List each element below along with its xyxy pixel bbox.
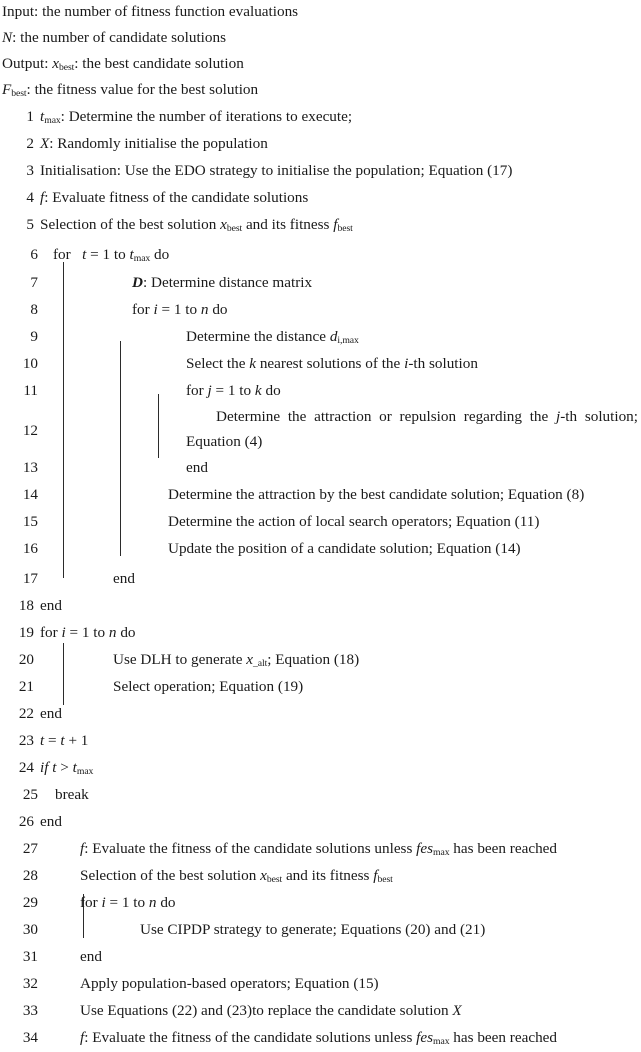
step-number-9: 9 <box>30 328 38 345</box>
step-text-34: f: Evaluate the fitness of the candidate solutions unless fes$_{max}$ has been reached <box>80 1029 557 1048</box>
step-number-29: 29 <box>22 894 38 911</box>
step-number-4: 4 <box>26 189 34 206</box>
step-text-9: Determine the distance $d_{i,max}$ <box>186 328 359 347</box>
step-text-19: for i = 1 to n do <box>40 624 136 641</box>
step-number-6: 6 <box>30 246 38 263</box>
step-number-1: 1 <box>26 108 34 125</box>
step-number-19: 19 <box>18 624 34 641</box>
step-number-24: 24 <box>18 759 34 776</box>
header-line-n: N: the number of candidate solutions <box>2 29 226 46</box>
step-text-6: for t = 1 to $t_{max}$ do <box>53 246 170 265</box>
header-line-output: Output: $x_{best}$: the best candidate solution <box>2 55 244 74</box>
step-number-13: 13 <box>22 459 38 476</box>
step-text-32: Apply population-based operators; Equation (15) <box>80 975 379 992</box>
step-text-21: Select operation; Equation (19) <box>113 678 304 695</box>
indent-guide-level-1 <box>63 262 64 578</box>
step-text-14: Determine the attraction by the best candidate solution; Equation (8) <box>168 486 585 503</box>
step-number-32: 32 <box>22 975 38 992</box>
step-number-27: 27 <box>22 840 38 857</box>
step-number-5: 5 <box>26 216 34 233</box>
step-number-25: 25 <box>22 786 38 803</box>
header-line-fbest: $F_{best}$: the fitness value for the best solution <box>2 81 259 100</box>
step-number-3: 3 <box>26 162 34 179</box>
step-text-8: for i = 1 to n do <box>132 301 228 318</box>
step-number-7: 7 <box>30 274 38 291</box>
step-text-23: t = t + 1 <box>40 732 89 749</box>
step-number-20: 20 <box>18 651 34 668</box>
step-text-11: for j = 1 to k do <box>186 382 281 399</box>
step-text-18: end <box>40 597 62 614</box>
step-text-22: end <box>40 705 62 722</box>
step-number-16: 16 <box>22 540 38 557</box>
step-number-18: 18 <box>18 597 34 614</box>
step-number-11: 11 <box>23 382 38 399</box>
step-number-15: 15 <box>22 513 38 530</box>
step-text-13: end <box>186 459 208 476</box>
step-number-30: 30 <box>22 921 38 938</box>
step-text-12: Determine the attraction or repulsion regarding the j-th solution; Equation (4) <box>186 408 638 450</box>
step-number-21: 21 <box>18 678 34 695</box>
step-text-4: f: Evaluate fitness of the candidate solutions <box>40 189 309 206</box>
indent-guide-level-1b <box>63 643 64 705</box>
step-text-33: Use Equations (22) and (23)to replace the candidate solution X <box>80 1002 462 1019</box>
step-text-2: X: Randomly initialise the population <box>40 135 268 152</box>
step-number-12: 12 <box>22 422 38 439</box>
step-number-10: 10 <box>22 355 38 372</box>
step-text-5: Selection of the best solution $x_{best}$ and its fitness $f_{best}$ <box>40 216 353 235</box>
step-text-10: Select the k nearest solutions of the i-th solution <box>186 355 478 372</box>
step-text-1: $t_{max}$: Determine the number of iterations to execute; <box>40 108 353 127</box>
step-number-33: 33 <box>22 1002 38 1019</box>
step-number-2: 2 <box>26 135 34 152</box>
step-number-14: 14 <box>22 486 38 503</box>
step-text-7: D: Determine distance matrix <box>132 274 313 291</box>
indent-guide-level-3 <box>158 394 159 458</box>
step-number-8: 8 <box>30 301 38 318</box>
step-text-20: Use DLH to generate $x_{\_alt}$; Equation (18) <box>113 651 360 670</box>
indent-guide-level-2 <box>120 341 121 556</box>
step-number-28: 28 <box>22 867 38 884</box>
step-number-31: 31 <box>22 948 38 965</box>
step-number-17: 17 <box>22 570 38 587</box>
step-text-27: f: Evaluate the fitness of the candidate solutions unless fes$_{max}$ has been reached <box>80 840 557 859</box>
step-text-28: Selection of the best solution $x_{best}$ and its fitness $f_{best}$ <box>80 867 393 886</box>
step-text-30: Use CIPDP strategy to generate; Equations (20) and (21) <box>140 921 486 938</box>
step-number-22: 22 <box>18 705 34 722</box>
step-text-29: for i = 1 to n do <box>80 894 176 911</box>
step-text-25: break <box>55 786 89 803</box>
step-number-23: 23 <box>18 732 34 749</box>
step-text-26: end <box>40 813 62 830</box>
header-line-input: Input: the number of fitness function evaluations <box>2 3 299 20</box>
step-number-34: 34 <box>22 1029 38 1046</box>
step-text-15: Determine the action of local search operators; Equation (11) <box>168 513 540 530</box>
step-text-16: Update the position of a candidate solution; Equation (14) <box>168 540 521 557</box>
step-text-31: end <box>80 948 102 965</box>
step-text-17: end <box>113 570 135 587</box>
step-number-26: 26 <box>18 813 34 830</box>
step-text-3: Initialisation: Use the EDO strategy to initialise the population; Equation (17) <box>40 162 513 179</box>
step-text-24: if $t > t_{max}$ <box>40 759 94 778</box>
